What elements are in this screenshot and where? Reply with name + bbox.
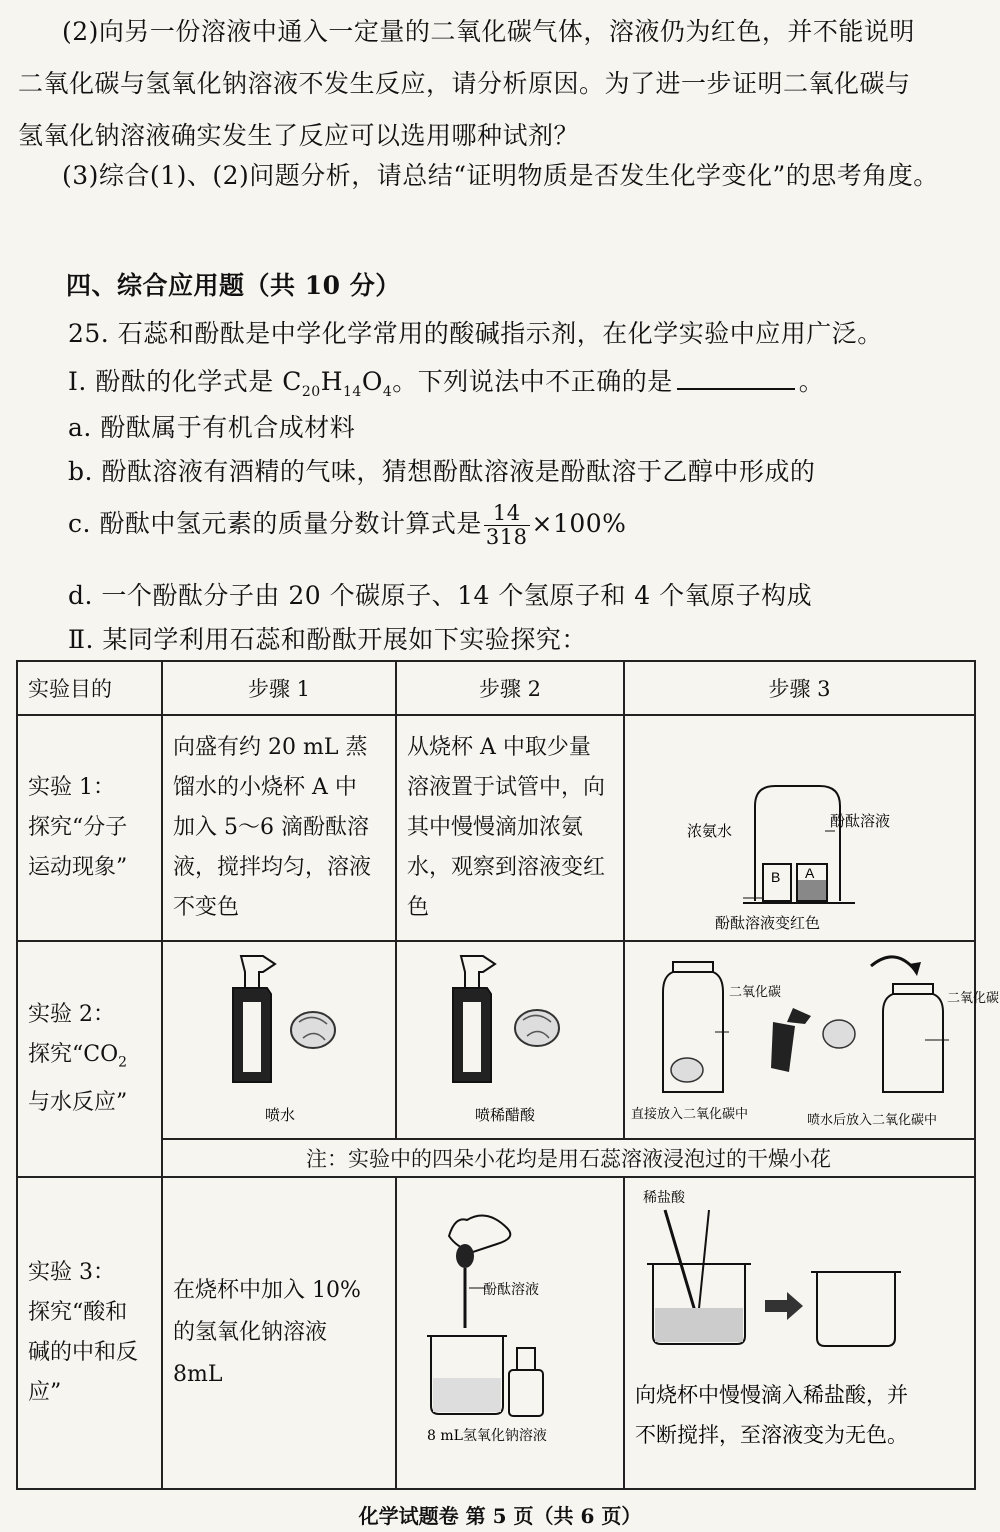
co2-label-2-text: 二氧化碳 [947,991,1000,1006]
exp3-purpose-line: 实验 3： [28,1260,115,1285]
q3-line: (3)综合(1)、(2)问题分析，请总结“证明物质是否发生化学变化”的思考角度。 [62,161,939,190]
fraction [484,502,530,549]
co2-jar-diagram [625,942,1000,1138]
fraction-denominator: 318 [485,525,528,550]
co2-label-1 [729,984,781,1000]
titration-diagram [625,1178,976,1488]
beaker-liquid [433,1378,501,1412]
option-b: b. 酚酞溶液有酒精的气味，猜想酚酞溶液是酚酞溶于乙醇中形成的 [68,457,816,486]
option-a: a. 酚酞属于有机合成材料 [68,413,356,442]
sub-14: 14 [343,384,362,400]
exp1-step1-line: 液，搅拌均匀，溶液 [173,855,372,880]
exp1-step2-line: 从烧杯 A 中取少量 [407,735,591,760]
beaker-right [817,1272,895,1346]
page-footer: 化学试题卷 第 5 页（共 6 页） [358,1504,642,1528]
formula-h: H [320,367,343,396]
label-ammonia: 浓氨水 [687,822,733,840]
header-purpose: 实验目的 [17,661,162,715]
part-2-intro: Ⅱ. 某同学利用石蕊和酚酞开展如下实验探究： [68,625,587,654]
exp1-purpose-line: 运动现象” [28,855,128,880]
fraction-numerator: 14 [484,502,530,526]
header-step-2: 步骤 2 [396,661,624,715]
exp1-step3-caption: 酚酞溶液变红色 [715,914,821,932]
exp3-step2 [396,1177,624,1489]
exp1-step2-line: 水，观察到溶液变红 [407,855,606,880]
beaker-a-label: A [805,865,815,881]
header-step-3: 步骤 3 [624,661,975,715]
exp1-step1-line: 加入 5～6 滴酚酞溶 [173,815,369,840]
ammonia-diffusion-diagram [625,716,976,940]
table-header-row [17,661,975,715]
exp1-step2-line: 色 [407,895,430,920]
beaker-b-label: B [771,869,781,885]
experiment-table [16,660,1000,1490]
exp3-step1 [162,1177,396,1489]
exp2-step2-caption: 喷稀醋酸 [475,1106,536,1124]
exp1-purpose-line: 探究“分子 [28,815,128,840]
exp2-step1 [162,941,396,1139]
q2-line-2: 二氧化碳与氢氧化钠溶液不发生反应，请分析原因。为了进一步证明二氧化碳与 [18,69,911,98]
question-25: 25. 石蕊和酚酞是中学化学常用的酸碱指示剂，在化学实验中应用广泛。 [68,319,883,348]
exp1-purpose-line: 实验 1： [28,775,115,800]
exp2-purpose-co: 探究“CO [28,1042,119,1068]
exp1-step1 [162,715,396,941]
exp3-step1-line: 8mL [173,1362,223,1387]
exp3-purpose [17,1177,162,1489]
option-c [68,502,626,549]
exp3-purpose-line: 应” [28,1380,62,1405]
exp3-purpose-line: 探究“酸和 [28,1300,128,1325]
jar-2 [883,994,943,1092]
spray-head [241,956,275,988]
exp2-step2 [396,941,624,1139]
dropper-beaker-diagram [397,1178,625,1488]
bottle-label [243,1002,261,1072]
exp2-purpose [17,941,162,1177]
exp3-step3 [624,1177,975,1489]
section-title: 四、综合应用题（共 10 分） [66,271,401,300]
exp3-step1-line: 的氢氧化钠溶液 [173,1320,328,1345]
header-step-1: 步骤 1 [162,661,396,715]
hand [449,1216,510,1253]
answer-blank[interactable] [677,366,795,390]
exp3-step3-text: 向烧杯中慢慢滴入稀盐酸，并 [635,1383,908,1407]
option-c-prefix: c. 酚酞中氢元素的质量分数计算式是 [68,509,482,539]
part-1-suffix: 。下列说法中不正确的是 [392,367,673,396]
exp2-purpose-line: 实验 2： [28,1002,115,1028]
part-1-question [68,362,824,400]
exp3-step3-text: 不断搅拌，至溶液变为无色。 [635,1423,908,1447]
indicator-bottle [509,1370,543,1416]
exp2-purpose-line [28,1035,151,1082]
dropper-bulb [456,1244,474,1268]
arrow-right [765,1292,803,1320]
part-1-end: 。 [798,367,825,396]
jar-2-mouth [893,984,933,994]
option-c-suffix: ×100% [531,509,627,539]
exp2-note: 注：实验中的四朵小花均是用石蕊溶液浸泡过的干燥小花 [162,1139,975,1177]
curved-arrow [871,957,915,970]
co2-label-2 [947,990,999,1006]
exp1-step1-line: 馏水的小烧杯 A 中 [173,775,357,800]
exp1-purpose [17,715,162,941]
sub-20: 20 [301,384,321,400]
beaker-left-liquid [655,1308,743,1342]
arrow-head [909,962,921,976]
exp2-caption-after-spray: 喷水后放入二氧化碳中 [807,1113,938,1128]
table-row-exp2 [17,941,975,1139]
jar-1-mouth [673,962,713,972]
bottle-neck [517,1348,535,1370]
spray-head [787,1008,811,1024]
exp1-step2-line: 其中慢慢滴加浓氨 [407,815,584,840]
table-row-exp3 [17,1177,975,1489]
exp1-step3 [624,715,975,941]
label-phenolphthalein: 酚酞溶液 [830,812,891,830]
bottle-label [463,1002,481,1072]
hcl-label: 稀盐酸 [643,1190,685,1206]
formula-o: O [361,367,383,396]
flower [823,1020,855,1048]
q2-line-3: 氢氧化钠溶液确实发生了反应可以选用哪种试剂？ [18,121,580,150]
spray-acetic-acid-diagram [397,942,625,1138]
exp1-step1-line: 向盛有约 20 mL 蒸 [173,735,368,760]
option-d: d. 一个酚酞分子由 20 个碳原子、14 个氢原子和 4 个氧原子构成 [68,581,813,610]
spray-head [461,956,495,988]
flower [671,1058,703,1082]
beaker-a-liquid [798,880,826,900]
exp1-step2-line: 溶液置于试管中，向 [407,775,606,800]
part-1-prefix: Ⅰ. 酚酞的化学式是 C [68,367,302,396]
exp2-purpose-sub: 2 [118,1054,128,1071]
table-row-exp1 [17,715,975,941]
exp3-purpose-line: 碱的中和反 [28,1340,139,1365]
exp2-step1-caption: 喷水 [265,1106,296,1124]
exp3-step1-line: 在烧杯中加入 10% [173,1278,361,1303]
exp2-step3 [624,941,1000,1139]
exp1-step1-line: 不变色 [173,895,240,920]
sub-4: 4 [382,384,393,400]
exp3-step2-caption: 8 mL氢氧化钠溶液 [427,1428,547,1444]
exp1-step2 [396,715,624,941]
exp2-caption-direct: 直接放入二氧化碳中 [631,1107,749,1122]
dropper-label: 酚酞溶液 [483,1282,539,1298]
spray-bottle [771,1022,795,1072]
exp2-purpose-line: 与水反应” [28,1089,128,1115]
co2-label-1-text: 二氧化碳 [729,985,782,1000]
q2-line-1: (2)向另一份溶液中通入一定量的二氧化碳气体，溶液仍为红色，并不能说明 [62,17,915,46]
spray-water-diagram [163,942,397,1138]
